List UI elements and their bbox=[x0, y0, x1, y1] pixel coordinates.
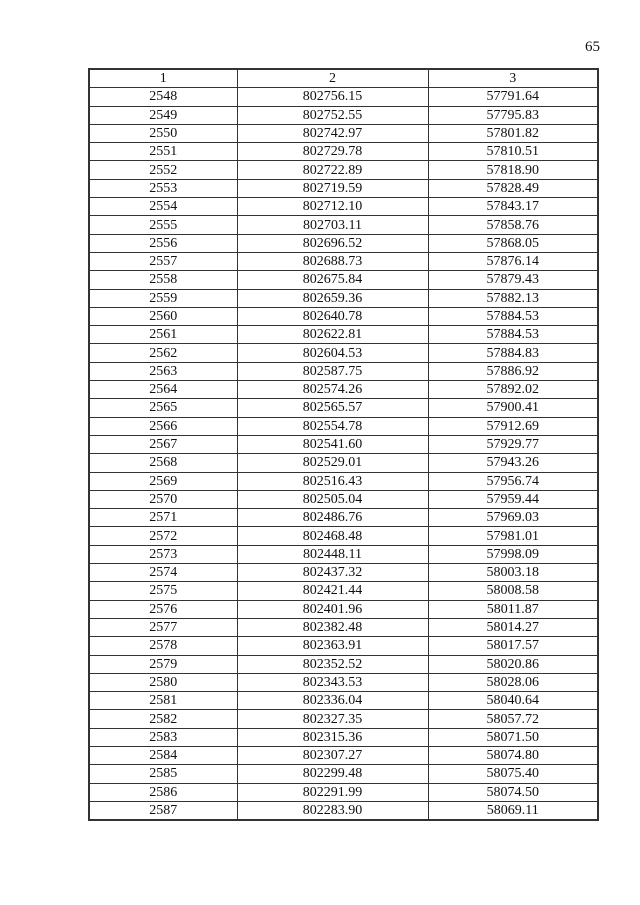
table-row bbox=[89, 582, 598, 600]
point-number-cell: 2550 bbox=[89, 124, 237, 142]
x-coordinate-cell: 802401.96 bbox=[237, 600, 428, 618]
y-coordinate-cell: 57912.69 bbox=[428, 417, 598, 435]
table-row bbox=[89, 289, 598, 307]
point-number-cell: 2586 bbox=[89, 783, 237, 801]
x-coordinate-cell: 802696.52 bbox=[237, 234, 428, 252]
point-number-cell: 2548 bbox=[89, 88, 237, 106]
table-row bbox=[89, 381, 598, 399]
x-coordinate-cell: 802299.48 bbox=[237, 765, 428, 783]
point-number-cell: 2584 bbox=[89, 746, 237, 764]
point-number-cell: 2562 bbox=[89, 344, 237, 362]
table-body bbox=[89, 88, 598, 820]
y-coordinate-cell: 57884.53 bbox=[428, 326, 598, 344]
x-coordinate-cell: 802574.26 bbox=[237, 381, 428, 399]
point-number-cell: 2573 bbox=[89, 545, 237, 563]
table-row bbox=[89, 692, 598, 710]
y-coordinate-cell: 58075.40 bbox=[428, 765, 598, 783]
table-row bbox=[89, 673, 598, 691]
x-coordinate-cell: 802659.36 bbox=[237, 289, 428, 307]
point-number-cell: 2580 bbox=[89, 673, 237, 691]
table-row bbox=[89, 435, 598, 453]
x-coordinate-cell: 802307.27 bbox=[237, 746, 428, 764]
point-number-cell: 2578 bbox=[89, 637, 237, 655]
table-row bbox=[89, 472, 598, 490]
y-coordinate-cell: 57876.14 bbox=[428, 252, 598, 270]
y-coordinate-cell: 57843.17 bbox=[428, 198, 598, 216]
x-coordinate-cell: 802529.01 bbox=[237, 454, 428, 472]
point-number-cell: 2577 bbox=[89, 618, 237, 636]
y-coordinate-cell: 57998.09 bbox=[428, 545, 598, 563]
page-number: 65 bbox=[585, 39, 600, 55]
y-coordinate-cell: 57884.83 bbox=[428, 344, 598, 362]
table-row bbox=[89, 234, 598, 252]
table-row bbox=[89, 746, 598, 764]
table-row bbox=[89, 655, 598, 673]
y-coordinate-cell: 58040.64 bbox=[428, 692, 598, 710]
point-number-cell: 2551 bbox=[89, 143, 237, 161]
table-row bbox=[89, 161, 598, 179]
x-coordinate-cell: 802703.11 bbox=[237, 216, 428, 234]
x-coordinate-cell: 802688.73 bbox=[237, 252, 428, 270]
table-row bbox=[89, 728, 598, 746]
table-row bbox=[89, 326, 598, 344]
y-coordinate-cell: 58069.11 bbox=[428, 801, 598, 820]
x-coordinate-cell: 802752.55 bbox=[237, 106, 428, 124]
y-coordinate-cell: 58020.86 bbox=[428, 655, 598, 673]
table-row bbox=[89, 527, 598, 545]
point-number-cell: 2570 bbox=[89, 490, 237, 508]
y-coordinate-cell: 57886.92 bbox=[428, 362, 598, 380]
point-number-cell: 2574 bbox=[89, 564, 237, 582]
point-number-cell: 2556 bbox=[89, 234, 237, 252]
y-coordinate-cell: 58003.18 bbox=[428, 564, 598, 582]
table-row bbox=[89, 545, 598, 563]
table-header bbox=[89, 69, 598, 88]
table-row bbox=[89, 216, 598, 234]
table-row bbox=[89, 765, 598, 783]
y-coordinate-cell: 58014.27 bbox=[428, 618, 598, 636]
x-coordinate-cell: 802448.11 bbox=[237, 545, 428, 563]
coordinates-table bbox=[88, 68, 599, 821]
table-row bbox=[89, 179, 598, 197]
table-row bbox=[89, 252, 598, 270]
table-row bbox=[89, 801, 598, 820]
x-coordinate-cell: 802291.99 bbox=[237, 783, 428, 801]
x-coordinate-cell: 802437.32 bbox=[237, 564, 428, 582]
y-coordinate-cell: 58074.80 bbox=[428, 746, 598, 764]
y-coordinate-cell: 57879.43 bbox=[428, 271, 598, 289]
y-coordinate-cell: 58071.50 bbox=[428, 728, 598, 746]
x-coordinate-cell: 802719.59 bbox=[237, 179, 428, 197]
x-coordinate-cell: 802315.36 bbox=[237, 728, 428, 746]
point-number-cell: 2553 bbox=[89, 179, 237, 197]
x-coordinate-cell: 802722.89 bbox=[237, 161, 428, 179]
y-coordinate-cell: 57791.64 bbox=[428, 88, 598, 106]
y-coordinate-cell: 57892.02 bbox=[428, 381, 598, 399]
y-coordinate-cell: 57828.49 bbox=[428, 179, 598, 197]
point-number-cell: 2559 bbox=[89, 289, 237, 307]
point-number-cell: 2571 bbox=[89, 509, 237, 527]
x-coordinate-cell: 802712.10 bbox=[237, 198, 428, 216]
point-number-cell: 2579 bbox=[89, 655, 237, 673]
point-number-cell: 2567 bbox=[89, 435, 237, 453]
y-coordinate-cell: 57868.05 bbox=[428, 234, 598, 252]
x-coordinate-cell: 802675.84 bbox=[237, 271, 428, 289]
point-number-cell: 2582 bbox=[89, 710, 237, 728]
point-number-cell: 2552 bbox=[89, 161, 237, 179]
table-row bbox=[89, 344, 598, 362]
table-row bbox=[89, 618, 598, 636]
y-coordinate-cell: 57969.03 bbox=[428, 509, 598, 527]
y-coordinate-cell: 57943.26 bbox=[428, 454, 598, 472]
y-coordinate-cell: 57959.44 bbox=[428, 490, 598, 508]
point-number-cell: 2583 bbox=[89, 728, 237, 746]
table-row bbox=[89, 600, 598, 618]
y-coordinate-cell: 57801.82 bbox=[428, 124, 598, 142]
table-row bbox=[89, 106, 598, 124]
header-row bbox=[89, 69, 598, 88]
point-number-cell: 2568 bbox=[89, 454, 237, 472]
y-coordinate-cell: 57882.13 bbox=[428, 289, 598, 307]
point-number-cell: 2587 bbox=[89, 801, 237, 820]
column-header-2: 2 bbox=[237, 69, 428, 88]
x-coordinate-cell: 802516.43 bbox=[237, 472, 428, 490]
x-coordinate-cell: 802742.97 bbox=[237, 124, 428, 142]
y-coordinate-cell: 58028.06 bbox=[428, 673, 598, 691]
table-row bbox=[89, 454, 598, 472]
point-number-cell: 2564 bbox=[89, 381, 237, 399]
x-coordinate-cell: 802565.57 bbox=[237, 399, 428, 417]
table-row bbox=[89, 124, 598, 142]
point-number-cell: 2557 bbox=[89, 252, 237, 270]
x-coordinate-cell: 802283.90 bbox=[237, 801, 428, 820]
table-row bbox=[89, 783, 598, 801]
x-coordinate-cell: 802382.48 bbox=[237, 618, 428, 636]
table-row bbox=[89, 490, 598, 508]
point-number-cell: 2561 bbox=[89, 326, 237, 344]
x-coordinate-cell: 802541.60 bbox=[237, 435, 428, 453]
y-coordinate-cell: 57818.90 bbox=[428, 161, 598, 179]
point-number-cell: 2554 bbox=[89, 198, 237, 216]
point-number-cell: 2581 bbox=[89, 692, 237, 710]
point-number-cell: 2549 bbox=[89, 106, 237, 124]
y-coordinate-cell: 58074.50 bbox=[428, 783, 598, 801]
table-row bbox=[89, 271, 598, 289]
y-coordinate-cell: 57981.01 bbox=[428, 527, 598, 545]
y-coordinate-cell: 57929.77 bbox=[428, 435, 598, 453]
point-number-cell: 2585 bbox=[89, 765, 237, 783]
table-row bbox=[89, 637, 598, 655]
x-coordinate-cell: 802468.48 bbox=[237, 527, 428, 545]
column-header-1: 1 bbox=[89, 69, 237, 88]
x-coordinate-cell: 802343.53 bbox=[237, 673, 428, 691]
y-coordinate-cell: 57884.53 bbox=[428, 307, 598, 325]
x-coordinate-cell: 802554.78 bbox=[237, 417, 428, 435]
table-row bbox=[89, 362, 598, 380]
table-row bbox=[89, 88, 598, 106]
x-coordinate-cell: 802587.75 bbox=[237, 362, 428, 380]
point-number-cell: 2565 bbox=[89, 399, 237, 417]
table-row bbox=[89, 710, 598, 728]
point-number-cell: 2555 bbox=[89, 216, 237, 234]
x-coordinate-cell: 802640.78 bbox=[237, 307, 428, 325]
y-coordinate-cell: 57810.51 bbox=[428, 143, 598, 161]
point-number-cell: 2566 bbox=[89, 417, 237, 435]
y-coordinate-cell: 57858.76 bbox=[428, 216, 598, 234]
y-coordinate-cell: 57900.41 bbox=[428, 399, 598, 417]
point-number-cell: 2560 bbox=[89, 307, 237, 325]
table-row bbox=[89, 417, 598, 435]
x-coordinate-cell: 802604.53 bbox=[237, 344, 428, 362]
table-row bbox=[89, 143, 598, 161]
y-coordinate-cell: 58017.57 bbox=[428, 637, 598, 655]
point-number-cell: 2576 bbox=[89, 600, 237, 618]
x-coordinate-cell: 802327.35 bbox=[237, 710, 428, 728]
table-row bbox=[89, 307, 598, 325]
point-number-cell: 2572 bbox=[89, 527, 237, 545]
y-coordinate-cell: 57795.83 bbox=[428, 106, 598, 124]
x-coordinate-cell: 802336.04 bbox=[237, 692, 428, 710]
point-number-cell: 2563 bbox=[89, 362, 237, 380]
x-coordinate-cell: 802622.81 bbox=[237, 326, 428, 344]
point-number-cell: 2569 bbox=[89, 472, 237, 490]
table-row bbox=[89, 198, 598, 216]
x-coordinate-cell: 802486.76 bbox=[237, 509, 428, 527]
y-coordinate-cell: 57956.74 bbox=[428, 472, 598, 490]
point-number-cell: 2575 bbox=[89, 582, 237, 600]
x-coordinate-cell: 802756.15 bbox=[237, 88, 428, 106]
table-row bbox=[89, 399, 598, 417]
x-coordinate-cell: 802505.04 bbox=[237, 490, 428, 508]
y-coordinate-cell: 58057.72 bbox=[428, 710, 598, 728]
table-row bbox=[89, 564, 598, 582]
x-coordinate-cell: 802421.44 bbox=[237, 582, 428, 600]
x-coordinate-cell: 802363.91 bbox=[237, 637, 428, 655]
x-coordinate-cell: 802352.52 bbox=[237, 655, 428, 673]
table-row bbox=[89, 509, 598, 527]
y-coordinate-cell: 58011.87 bbox=[428, 600, 598, 618]
column-header-3: 3 bbox=[428, 69, 598, 88]
point-number-cell: 2558 bbox=[89, 271, 237, 289]
x-coordinate-cell: 802729.78 bbox=[237, 143, 428, 161]
y-coordinate-cell: 58008.58 bbox=[428, 582, 598, 600]
